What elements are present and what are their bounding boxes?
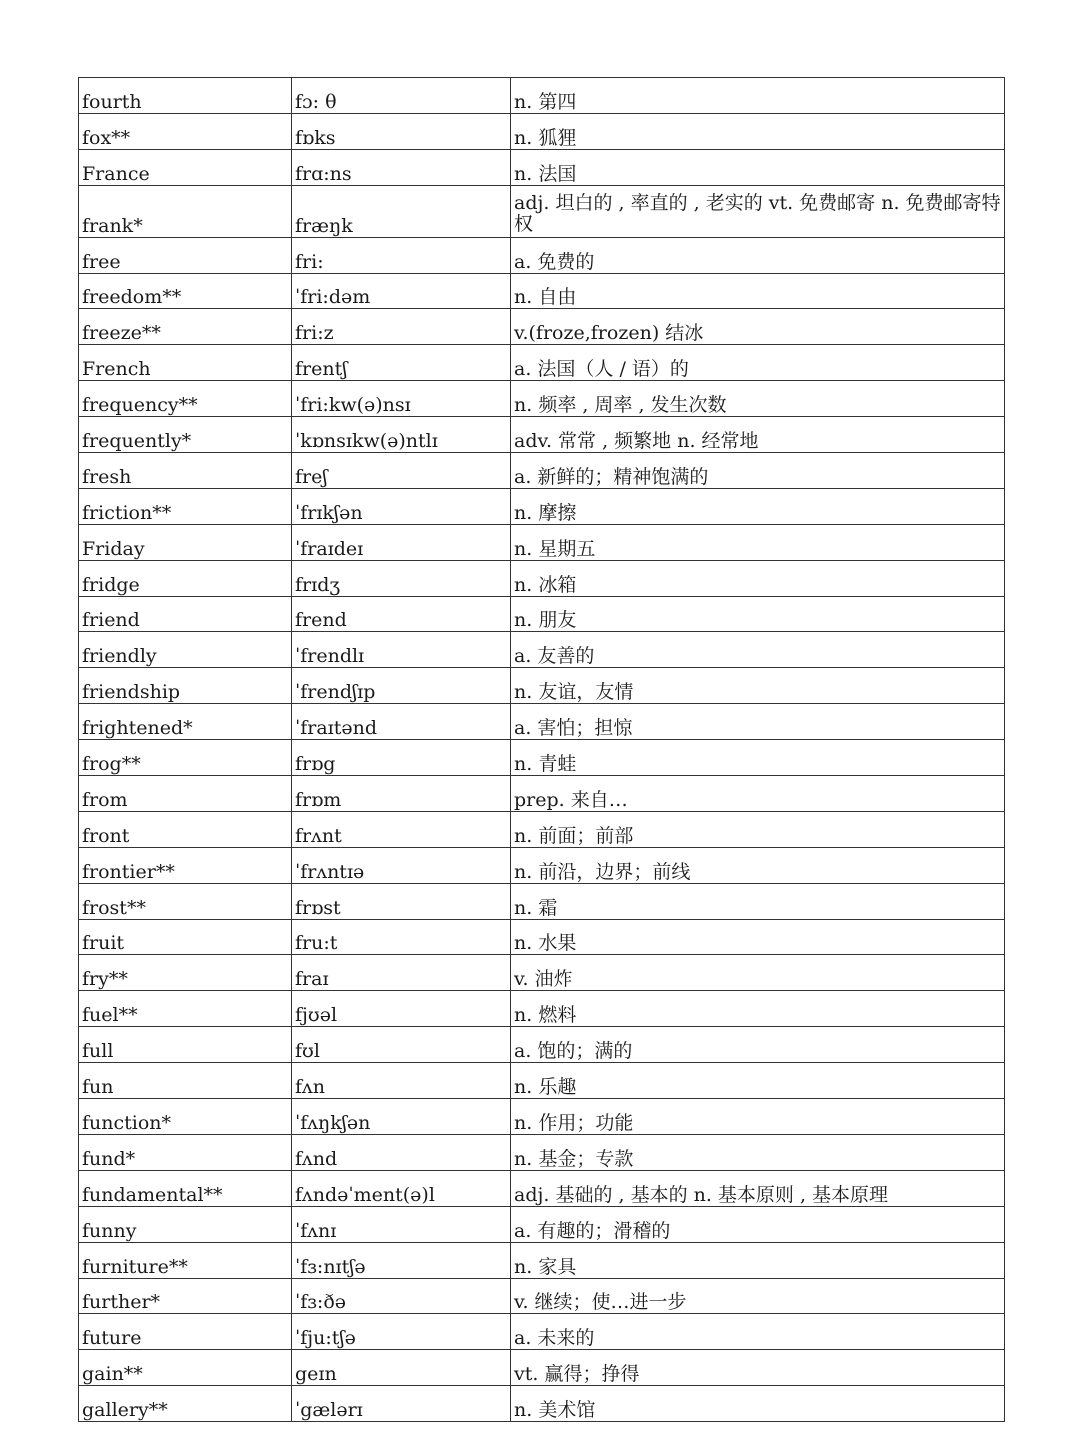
phonetic-cell: ˈfrɪkʃən	[292, 488, 511, 524]
word-cell: function*	[79, 1099, 292, 1135]
meaning-cell: a. 害怕；担惊	[511, 704, 1005, 740]
phonetic-cell: fjʊəl	[292, 991, 511, 1027]
phonetic-cell: fri:z	[292, 309, 511, 345]
table-row	[79, 596, 1005, 632]
table-row	[79, 847, 1005, 883]
phonetic-cell: frɒm	[292, 776, 511, 812]
table-row	[79, 704, 1005, 740]
table-row	[79, 381, 1005, 417]
word-cell: fry**	[79, 955, 292, 991]
meaning-cell: adj. 基础的 , 基本的 n. 基本原则 , 基本原理	[511, 1170, 1005, 1206]
table-row	[79, 883, 1005, 919]
meaning-cell: n. 星期五	[511, 524, 1005, 560]
word-cell: Friday	[79, 524, 292, 560]
word-cell: frost**	[79, 883, 292, 919]
table-row	[79, 113, 1005, 149]
phonetic-cell: frentʃ	[292, 345, 511, 381]
table-row	[79, 1278, 1005, 1314]
phonetic-cell: ˈfʌnɪ	[292, 1206, 511, 1242]
table-row	[79, 811, 1005, 847]
meaning-cell: n. 作用；功能	[511, 1099, 1005, 1135]
meaning-cell: n. 前面；前部	[511, 811, 1005, 847]
meaning-cell: prep. 来自…	[511, 776, 1005, 812]
table-row	[79, 1242, 1005, 1278]
meaning-cell: n. 摩擦	[511, 488, 1005, 524]
word-cell: fruit	[79, 919, 292, 955]
meaning-cell: a. 有趣的；滑稽的	[511, 1206, 1005, 1242]
phonetic-cell: ˈfrendʃɪp	[292, 668, 511, 704]
word-cell: frog**	[79, 740, 292, 776]
phonetic-cell: ˈgælərɪ	[292, 1386, 511, 1422]
table-row	[79, 991, 1005, 1027]
table-row	[79, 1386, 1005, 1422]
word-cell: frequently*	[79, 417, 292, 453]
table-row	[79, 1170, 1005, 1206]
word-cell: freedom**	[79, 273, 292, 309]
table-row	[79, 488, 1005, 524]
table-row	[79, 560, 1005, 596]
table-row	[79, 1099, 1005, 1135]
phonetic-cell: ˈfraɪtənd	[292, 704, 511, 740]
word-cell: front	[79, 811, 292, 847]
table-row	[79, 1134, 1005, 1170]
table-row	[79, 417, 1005, 453]
phonetic-cell: fʊl	[292, 1027, 511, 1063]
meaning-cell: n. 霜	[511, 883, 1005, 919]
table-row	[79, 185, 1005, 237]
phonetic-cell: frʌnt	[292, 811, 511, 847]
meaning-cell: adv. 常常 , 频繁地 n. 经常地	[511, 417, 1005, 453]
table-row	[79, 1027, 1005, 1063]
phonetic-cell: ˈkɒnsɪkw(ə)ntlɪ	[292, 417, 511, 453]
meaning-cell: n. 水果	[511, 919, 1005, 955]
table-row	[79, 309, 1005, 345]
phonetic-cell: freʃ	[292, 453, 511, 489]
phonetic-cell: fʌn	[292, 1063, 511, 1099]
meaning-cell: n. 家具	[511, 1242, 1005, 1278]
word-cell: fun	[79, 1063, 292, 1099]
phonetic-cell: ˈfrʌntɪə	[292, 847, 511, 883]
table-row	[79, 1206, 1005, 1242]
word-cell: funny	[79, 1206, 292, 1242]
table-row	[79, 78, 1005, 114]
meaning-cell: v. 油炸	[511, 955, 1005, 991]
table-row	[79, 273, 1005, 309]
table-row	[79, 919, 1005, 955]
meaning-cell: n. 友谊，友情	[511, 668, 1005, 704]
phonetic-cell: ˈfɜ:nɪtʃə	[292, 1242, 511, 1278]
phonetic-cell: frɒg	[292, 740, 511, 776]
meaning-cell: a. 友善的	[511, 632, 1005, 668]
phonetic-cell: ˈfɜ:ðə	[292, 1278, 511, 1314]
word-cell: fresh	[79, 453, 292, 489]
table-row	[79, 740, 1005, 776]
word-cell: further*	[79, 1278, 292, 1314]
meaning-cell: v.(froze,frozen) 结冰	[511, 309, 1005, 345]
table-row	[79, 632, 1005, 668]
vocabulary-table	[78, 77, 1005, 1422]
phonetic-cell: frɑ:ns	[292, 149, 511, 185]
table-row	[79, 1063, 1005, 1099]
word-cell: frank*	[79, 185, 292, 237]
word-cell: from	[79, 776, 292, 812]
meaning-cell: n. 第四	[511, 78, 1005, 114]
phonetic-cell: ˈfri:kw(ə)nsɪ	[292, 381, 511, 417]
vocabulary-table-body	[79, 78, 1005, 1422]
word-cell: frightened*	[79, 704, 292, 740]
table-row	[79, 149, 1005, 185]
word-cell: friendship	[79, 668, 292, 704]
phonetic-cell: ˈfri:dəm	[292, 273, 511, 309]
table-row	[79, 1350, 1005, 1386]
phonetic-cell: fri:	[292, 237, 511, 273]
phonetic-cell: ˈfrendlɪ	[292, 632, 511, 668]
meaning-cell: n. 频率 , 周率 , 发生次数	[511, 381, 1005, 417]
meaning-cell: n. 自由	[511, 273, 1005, 309]
meaning-cell: a. 未来的	[511, 1314, 1005, 1350]
word-cell: free	[79, 237, 292, 273]
phonetic-cell: ˈfʌŋkʃən	[292, 1099, 511, 1135]
word-cell: French	[79, 345, 292, 381]
meaning-cell: n. 狐狸	[511, 113, 1005, 149]
meaning-cell: n. 冰箱	[511, 560, 1005, 596]
word-cell: friction**	[79, 488, 292, 524]
meaning-cell: adj. 坦白的 , 率直的 , 老实的 vt. 免费邮寄 n. 免费邮寄特权	[511, 185, 1005, 237]
phonetic-cell: fʌnd	[292, 1134, 511, 1170]
meaning-cell: n. 朋友	[511, 596, 1005, 632]
phonetic-cell: fɒks	[292, 113, 511, 149]
word-cell: friendly	[79, 632, 292, 668]
word-cell: fridge	[79, 560, 292, 596]
meaning-cell: n. 法国	[511, 149, 1005, 185]
phonetic-cell: fraɪ	[292, 955, 511, 991]
meaning-cell: v. 继续；使…进一步	[511, 1278, 1005, 1314]
meaning-cell: n. 美术馆	[511, 1386, 1005, 1422]
word-cell: fox**	[79, 113, 292, 149]
word-cell: fuel**	[79, 991, 292, 1027]
meaning-cell: n. 前沿，边界；前线	[511, 847, 1005, 883]
phonetic-cell: fɔ: θ	[292, 78, 511, 114]
word-cell: future	[79, 1314, 292, 1350]
meaning-cell: a. 免费的	[511, 237, 1005, 273]
word-cell: full	[79, 1027, 292, 1063]
phonetic-cell: ˈfraɪdeɪ	[292, 524, 511, 560]
phonetic-cell: frɒst	[292, 883, 511, 919]
meaning-cell: a. 法国（人 / 语）的	[511, 345, 1005, 381]
table-row	[79, 345, 1005, 381]
phonetic-cell: ˈfju:tʃə	[292, 1314, 511, 1350]
meaning-cell: n. 青蛙	[511, 740, 1005, 776]
word-cell: fourth	[79, 78, 292, 114]
word-cell: frontier**	[79, 847, 292, 883]
table-row	[79, 453, 1005, 489]
table-row	[79, 955, 1005, 991]
meaning-cell: n. 基金；专款	[511, 1134, 1005, 1170]
table-row	[79, 776, 1005, 812]
word-cell: freeze**	[79, 309, 292, 345]
word-cell: gallery**	[79, 1386, 292, 1422]
table-row	[79, 1314, 1005, 1350]
phonetic-cell: frɪdʒ	[292, 560, 511, 596]
phonetic-cell: fʌndəˈment(ə)l	[292, 1170, 511, 1206]
table-row	[79, 524, 1005, 560]
word-cell: furniture**	[79, 1242, 292, 1278]
word-cell: friend	[79, 596, 292, 632]
phonetic-cell: fræŋk	[292, 185, 511, 237]
meaning-cell: a. 新鲜的；精神饱满的	[511, 453, 1005, 489]
table-row	[79, 237, 1005, 273]
table-row	[79, 668, 1005, 704]
phonetic-cell: fru:t	[292, 919, 511, 955]
word-cell: fundamental**	[79, 1170, 292, 1206]
word-cell: frequency**	[79, 381, 292, 417]
phonetic-cell: frend	[292, 596, 511, 632]
meaning-cell: a. 饱的；满的	[511, 1027, 1005, 1063]
word-cell: fund*	[79, 1134, 292, 1170]
meaning-cell: n. 乐趣	[511, 1063, 1005, 1099]
word-cell: France	[79, 149, 292, 185]
meaning-cell: n. 燃料	[511, 991, 1005, 1027]
phonetic-cell: geɪn	[292, 1350, 511, 1386]
word-cell: gain**	[79, 1350, 292, 1386]
meaning-cell: vt. 赢得；挣得	[511, 1350, 1005, 1386]
